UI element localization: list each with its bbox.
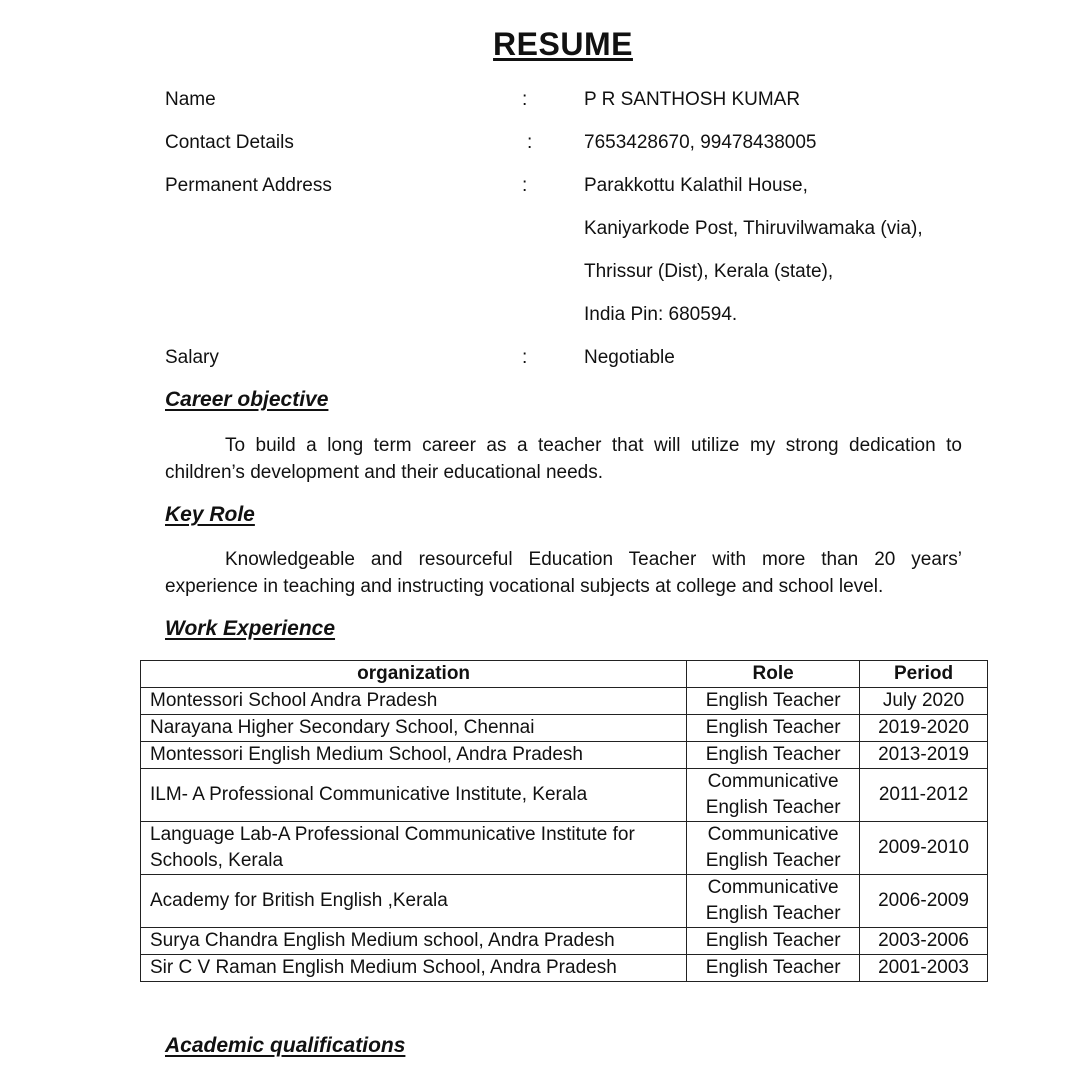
address-line: Parakkottu Kalathil House, xyxy=(584,175,808,196)
organization-cell: Language Lab-A Professional Communicative Institute for Schools, Kerala xyxy=(141,822,687,875)
role-cell: English Teacher xyxy=(687,955,860,982)
organization-cell: ILM- A Professional Communicative Institute, Kerala xyxy=(141,769,687,822)
role-cell: English Teacher xyxy=(687,688,860,715)
table-row xyxy=(141,928,988,955)
address-label: Permanent Address xyxy=(165,175,332,196)
contact-separator: : xyxy=(527,132,533,153)
column-header-period: Period xyxy=(860,661,988,688)
address-line: Kaniyarkode Post, Thiruvilwamaka (via), xyxy=(584,218,923,239)
academic-qualifications-heading: Academic qualifications xyxy=(165,1034,406,1057)
organization-cell: Montessori School Andra Pradesh xyxy=(141,688,687,715)
salary-label: Salary xyxy=(165,347,219,368)
column-header-organization: organization xyxy=(141,661,687,688)
organization-cell: Surya Chandra English Medium school, Andra Pradesh xyxy=(141,928,687,955)
period-cell: 2003-2006 xyxy=(860,928,988,955)
page-title: RESUME xyxy=(493,26,633,62)
contact-value: 7653428670, 99478438005 xyxy=(584,132,817,153)
contact-label: Contact Details xyxy=(165,132,294,153)
table-row xyxy=(141,742,988,769)
table-row xyxy=(141,822,988,875)
role-cell: English Teacher xyxy=(687,715,860,742)
name-label: Name xyxy=(165,89,216,110)
key-role-heading: Key Role xyxy=(165,503,255,526)
key-role-text: Knowledgeable and resourceful Education Teacher with more than 20 years’ experience in teaching and instructing vocational subjects at college and school level. xyxy=(165,549,962,597)
table-row xyxy=(141,955,988,982)
period-cell: 2001-2003 xyxy=(860,955,988,982)
role-cell: English Teacher xyxy=(687,928,860,955)
name-value: P R SANTHOSH KUMAR xyxy=(584,89,801,110)
role-cell: Communicative English Teacher xyxy=(687,822,860,875)
table-row xyxy=(141,769,988,822)
table-row xyxy=(141,688,988,715)
organization-cell: Sir C V Raman English Medium School, Andra Pradesh xyxy=(141,955,687,982)
organization-cell: Academy for British English ,Kerala xyxy=(141,875,687,928)
period-cell: 2009-2010 xyxy=(860,822,988,875)
period-cell: 2006-2009 xyxy=(860,875,988,928)
career-objective-text: To build a long term career as a teacher that will utilize my strong dedication to children’s development and their educational needs. xyxy=(165,435,962,483)
organization-cell: Narayana Higher Secondary School, Chennai xyxy=(141,715,687,742)
role-cell: Communicative English Teacher xyxy=(687,875,860,928)
name-separator: : xyxy=(522,89,528,110)
period-cell: July 2020 xyxy=(860,688,988,715)
table-header-row xyxy=(141,661,988,688)
address-line: India Pin: 680594. xyxy=(584,304,738,325)
salary-separator: : xyxy=(522,347,528,368)
address-line: Thrissur (Dist), Kerala (state), xyxy=(584,261,834,282)
table-row xyxy=(141,875,988,928)
role-cell: Communicative English Teacher xyxy=(687,769,860,822)
period-cell: 2011-2012 xyxy=(860,769,988,822)
table-row xyxy=(141,715,988,742)
salary-value: Negotiable xyxy=(584,347,675,368)
column-header-role: Role xyxy=(687,661,860,688)
period-cell: 2019-2020 xyxy=(860,715,988,742)
period-cell: 2013-2019 xyxy=(860,742,988,769)
work-experience-heading: Work Experience xyxy=(165,617,336,640)
work-experience-table xyxy=(140,660,988,982)
career-objective-heading: Career objective xyxy=(165,388,329,411)
address-separator: : xyxy=(522,175,528,196)
organization-cell: Montessori English Medium School, Andra Pradesh xyxy=(141,742,687,769)
role-cell: English Teacher xyxy=(687,742,860,769)
